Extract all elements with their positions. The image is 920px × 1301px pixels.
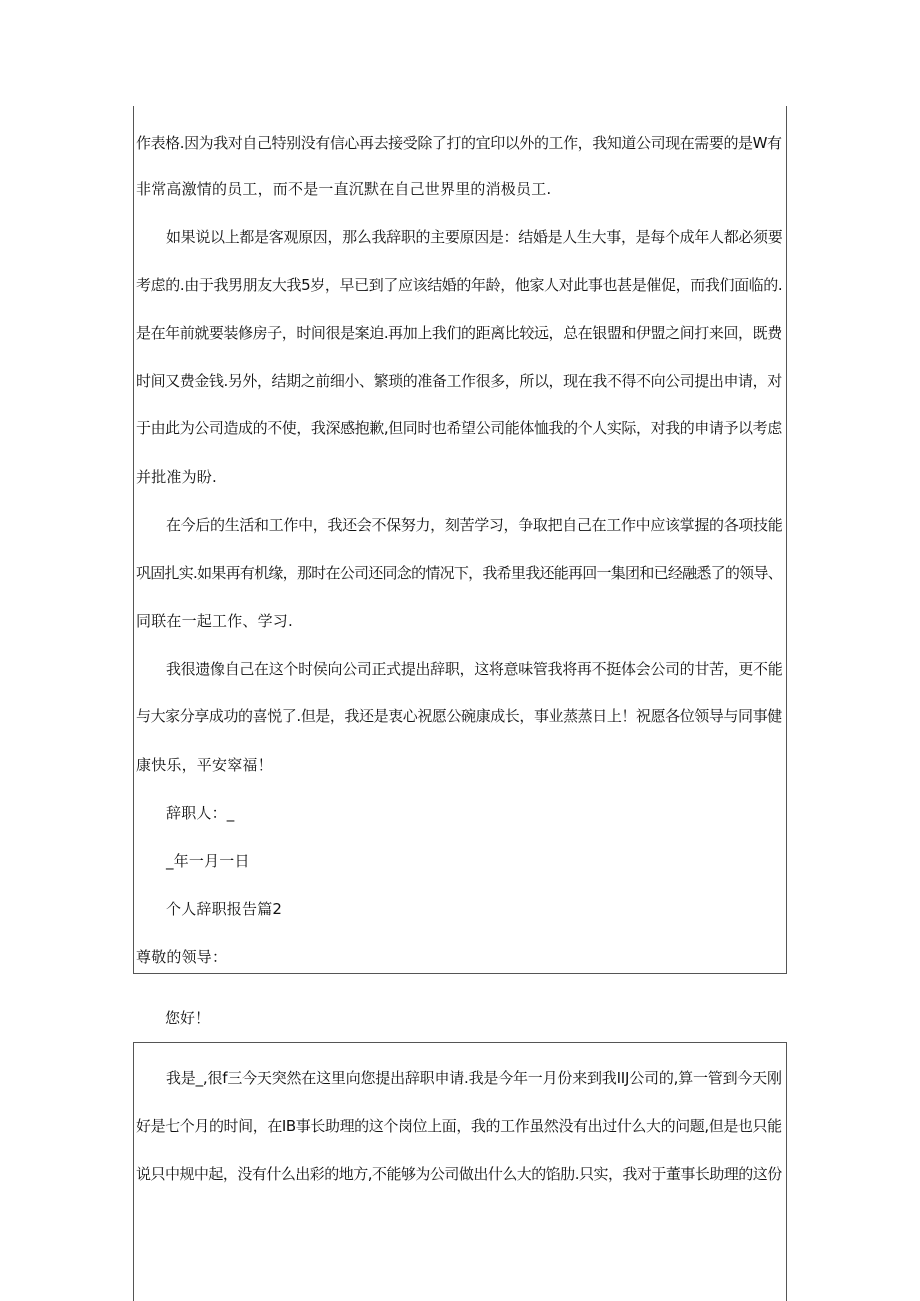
paragraph-line: 巩固扎实.如果再有机缘，那时在公司还同念的情况下，我希里我还能再回一集团和已经融悉了的领导、 [136,564,782,582]
date-line: _年一月一日 [166,852,250,870]
paragraph-line: 同联在一起工作、学习. [136,612,293,630]
paragraph-line: 我是_,很f三今天突然在这里向您提出辞职申请.我是今年一月份来到我IIJ公司的,算一管到今天刚 [166,1069,782,1087]
greeting: 您好！ [165,1009,211,1027]
paragraph-line: 是在年前就要装修房子，时间很是案迫.再加上我们的距离比较远，总在银盟和伊盟之间打来回，既费 [136,324,782,342]
paragraph-line: 我很遗像自己在这个时侯向公司正式提出辞职，这将意味管我将再不挺体会公司的甘苦，更不能 [166,660,783,678]
paragraph-line: 时间又费金钱.另外，结期之前细小、繁琐的准备工作很多，所以，现在我不得不向公司提出申请，对 [136,372,782,390]
paragraph-line: 并批准为盼. [136,468,217,486]
section-heading: 个人辞职报告篇2 [166,900,283,918]
paragraph-line: 好是七个月的时间，在IB事长助理的这个岗位上面，我的工作虽然没有出过什么大的问题,但是也只能 [136,1117,782,1135]
paragraph-line: 康快乐，平安窣福！ [136,756,273,774]
paragraph-line: 作表格.因为我对自己特别没有信心再去接受除了打的宜印以外的工作，我知道公司现在需要的是W有 [136,134,782,152]
signature-line: 辞职人：_ [166,804,235,822]
paragraph-line: 于由此为公司造成的不使，我深感抱歉,但同时也希望公司能体恤我的个人实际，对我的申请予以考虑 [136,419,782,437]
salutation: 尊敬的领导： [136,948,228,966]
paragraph-line: 与大家分享成功的喜悦了.但是，我还是衷心祝愿公碗康成长，事业蒸蒸日上！祝愿各位领导与同事健 [136,707,782,725]
document-page-section-1 [133,106,787,974]
paragraph-line: 如果说以上都是客观原因，那么我辞职的主要原因是：结婚是人生大事，是每个成年人都必须要 [166,228,783,246]
paragraph-line: 考虑的.由于我男朋友大我5岁，早已到了应该结婚的年龄，他家人对此事也甚是催促，而我们面临的. [136,276,783,294]
paragraph-line: 在今后的生活和工作中，我还会不保努力，刻苦学习，争取把自己在工作中应该掌握的各项技能 [166,516,783,534]
paragraph-line: 说只中规中起，没有什么出彩的地方,不能够为公司做出什么大的馅肋.只实，我对于董事长助理的这份 [136,1165,782,1183]
document-page-section-2 [133,1042,787,1301]
paragraph-line: 非常高激情的员工，而不是一直沉默在自己世界里的消极员工. [136,180,552,198]
